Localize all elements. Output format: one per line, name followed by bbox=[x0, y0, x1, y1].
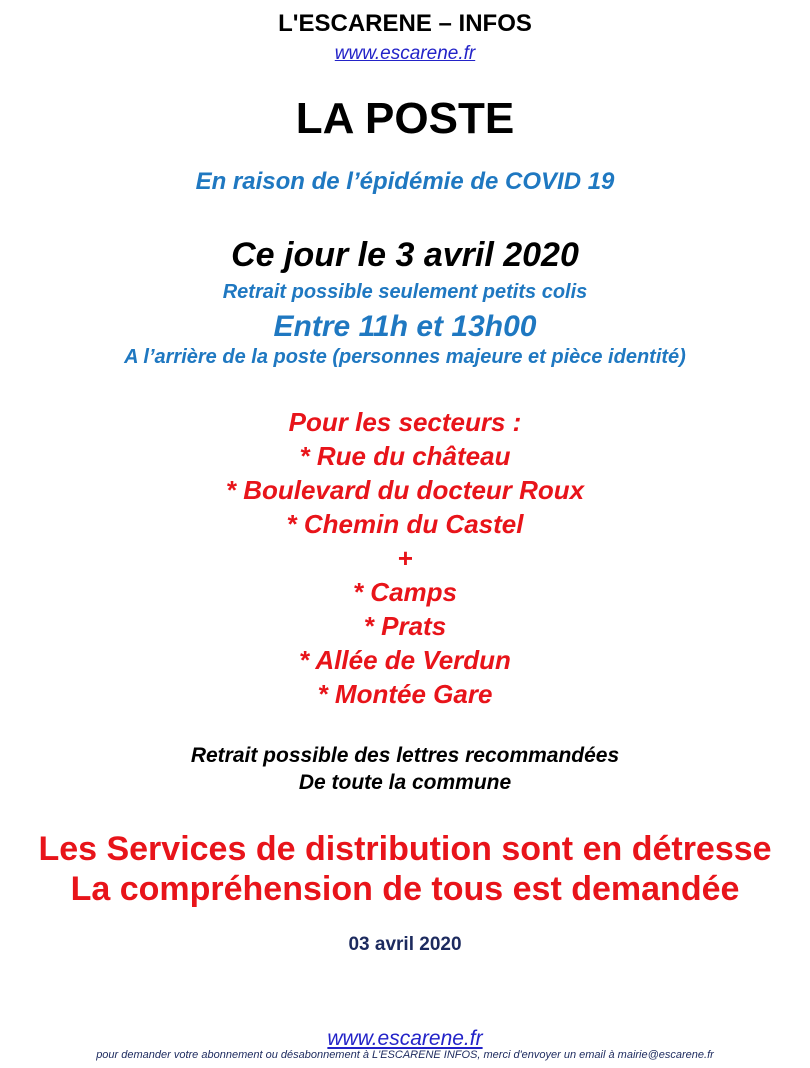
footer-subscription-note: pour demander votre abonnement ou désabonnement à L'ESCARENE INFOS, merci d'envoyer un email à mairie@escarene.fr bbox=[96, 1049, 714, 1061]
sector-separator: + bbox=[397, 543, 413, 573]
pickup-location: A l’arrière de la poste (personnes majeure et pièce identité) bbox=[124, 346, 686, 368]
footer-link-wrapper bbox=[0, 1028, 810, 1049]
opening-hours: Entre 11h et 13h00 bbox=[273, 310, 537, 343]
sector-item: * Montée Gare bbox=[317, 679, 493, 709]
sector-item: * Boulevard du docteur Roux bbox=[225, 475, 585, 505]
distress-line-2: La compréhension de tous est demandée bbox=[70, 870, 740, 908]
sector-item: * Prats bbox=[363, 611, 447, 641]
footer-date: 03 avril 2020 bbox=[348, 934, 462, 955]
registered-letters-line-2: De toute la commune bbox=[298, 771, 512, 794]
sectors-heading: Pour les secteurs : bbox=[288, 407, 522, 437]
header-website-link[interactable]: www.escarene.fr bbox=[334, 43, 476, 64]
registered-letters-line-1: Retrait possible des lettres recommandées bbox=[190, 744, 620, 767]
main-title: LA POSTE bbox=[295, 94, 515, 143]
footer-website-link[interactable]: www.escarene.fr bbox=[327, 1027, 483, 1050]
sector-item: * Camps bbox=[352, 577, 458, 607]
pickup-note: Retrait possible seulement petits colis bbox=[222, 281, 588, 303]
sector-item: * Rue du château bbox=[299, 441, 511, 471]
header-link-wrapper bbox=[0, 44, 810, 63]
header-title: L'ESCARENE – INFOS bbox=[278, 10, 532, 37]
sector-item: * Chemin du Castel bbox=[286, 509, 524, 539]
reason-text: En raison de l’épidémie de COVID 19 bbox=[195, 168, 615, 195]
distress-line-1: Les Services de distribution sont en détresse bbox=[38, 830, 772, 868]
date-line: Ce jour le 3 avril 2020 bbox=[231, 236, 579, 274]
sector-item: * Allée de Verdun bbox=[299, 645, 511, 675]
sectors-list bbox=[0, 405, 810, 711]
